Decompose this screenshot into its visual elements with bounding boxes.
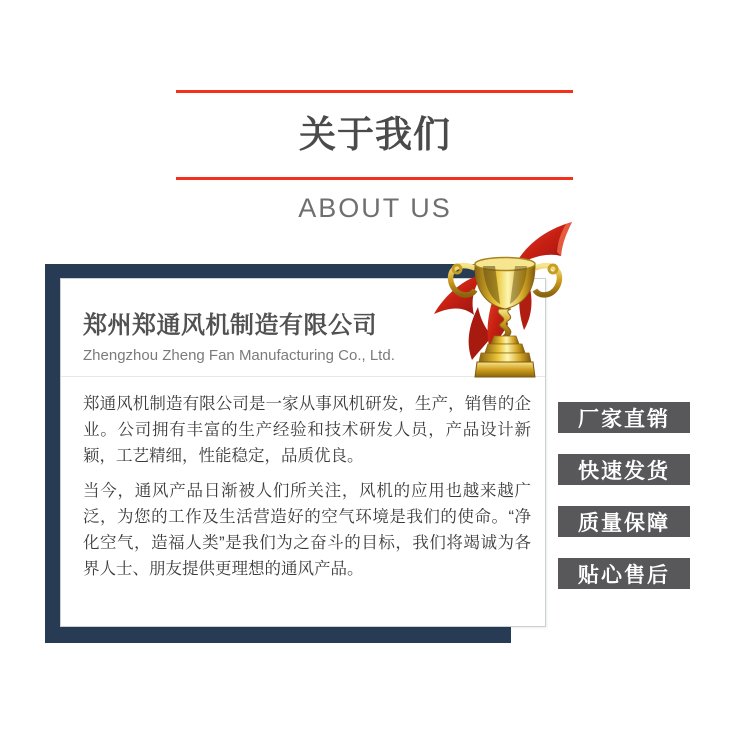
header-accent-line-bottom (176, 177, 573, 180)
badge-factory-direct: 厂家直销 (558, 402, 690, 433)
mission-paragraph: 当今，通风产品日渐被人们所关注，风机的应用也越来越广泛，为您的工作及生活营造好的空气环境是我们的使命。“净化空气，造福人类”是我们为之奋斗的目标，我们将竭诚为各界人士、朋友提供更理想的通风产品。 (83, 482, 531, 578)
company-name: 郑州郑通风机制造有限公司 (83, 312, 377, 339)
page-subtitle-en: ABOUT US (298, 193, 452, 223)
badge-aftersales-service: 贴心售后 (558, 558, 690, 589)
badge-fast-shipping: 快速发货 (558, 454, 690, 485)
trophy-icon (420, 212, 610, 392)
badge-quality-guarantee: 质量保障 (558, 506, 690, 537)
feature-badges (558, 402, 690, 610)
intro-paragraph: 郑通风机制造有限公司是一家从事风机研发，生产，销售的企业。公司拥有丰富的生产经验和技术研发人员，产品设计新颖，工艺精细，性能稳定，品质优良。 (83, 395, 531, 465)
company-name-en: Zhengzhou Zheng Fan Manufacturing Co., Ltd. (83, 347, 395, 364)
page-title: 关于我们 (299, 114, 451, 155)
header-accent-line-top (176, 90, 573, 93)
